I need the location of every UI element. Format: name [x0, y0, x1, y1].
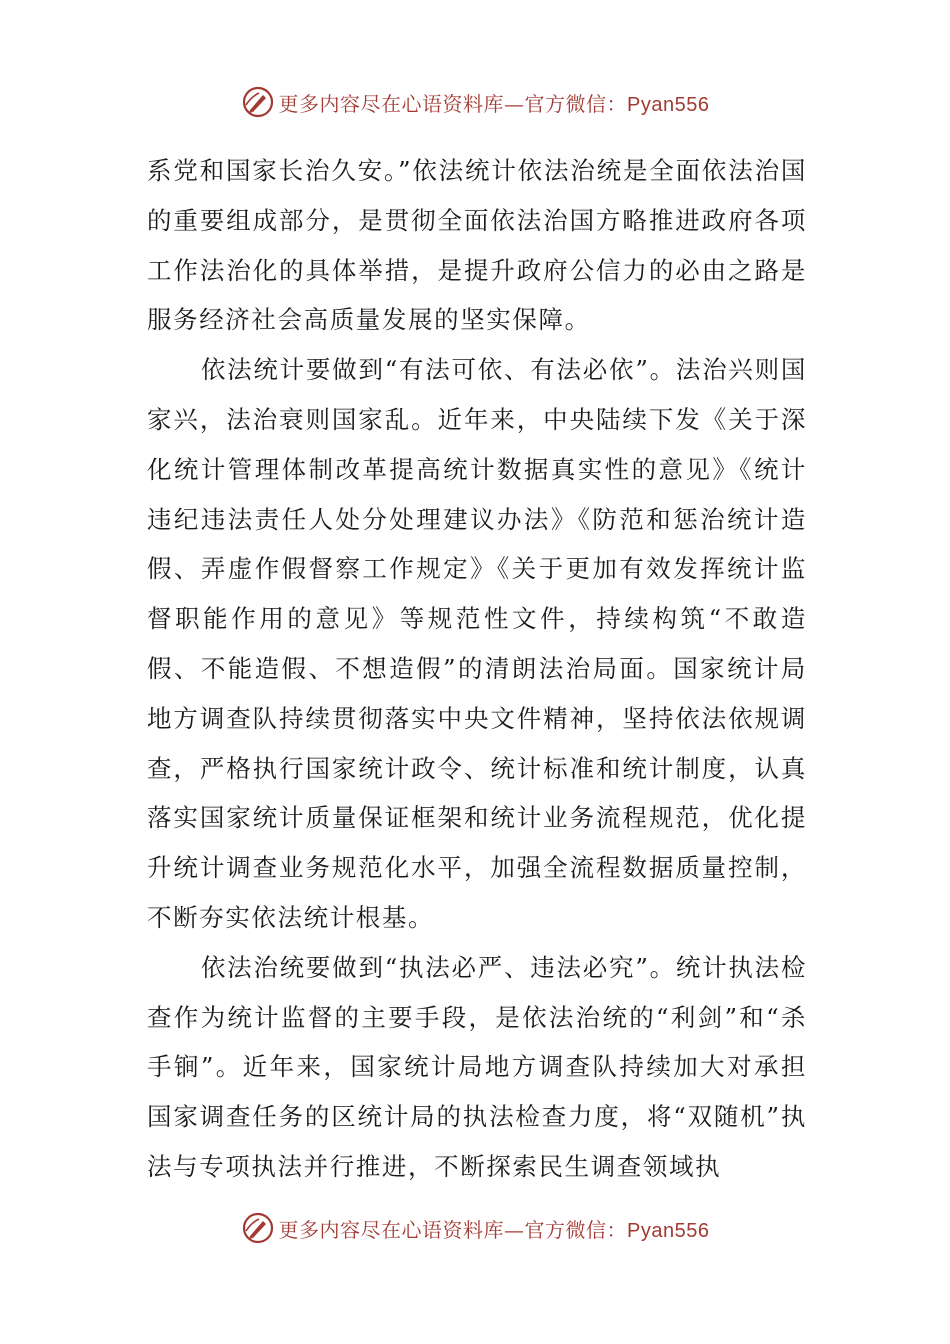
paragraph-1: 系党和国家长治久安。”依法统计依法治统是全面依法治国的重要组成部分，是贯彻全面依法治国方略推进政府各项工作法治化的具体举措，是提升政府公信力的必由之路是服务经济社会高质量发展的坚实保障。	[147, 156, 807, 335]
banner-text	[279, 1214, 710, 1243]
footer-banner	[0, 1208, 950, 1248]
banner-contact-text: 官方微信：Pyan556	[524, 93, 710, 116]
paragraph-2: 依法统计要做到“有法可依、有法必依”。法治兴则国家兴，法治衰则国家乱。近年来，中央陆续下发《关于深化统计管理体制改革提高统计数据真实性的意见》《统计违纪违法责任人处分处理建议办法》《防范和惩治统计造假、弄虚作假督察工作规定》《关于更加有效发挥统计监督职能作用的意见》等规范性文件，持续构筑“不敢造假、不能造假、不想造假”的清朗法治局面。国家统计局地方调查队持续贯彻落实中央文件精神，坚持依法依规调查，严格执行国家统计政令、统计标准和统计制度，认真落实国家统计质量保证框架和统计业务流程规范，优化提升统计调查业务规范化水平，加强全流程数据质量控制，不断夯实依法统计根基。	[147, 355, 807, 932]
pen-logo-icon	[241, 1211, 275, 1245]
document-body	[147, 146, 807, 1192]
pen-logo-icon	[241, 85, 275, 119]
banner-site-text: 更多内容尽在心语资料库—	[278, 1217, 525, 1242]
banner-contact-text: 官方微信：Pyan556	[524, 1219, 710, 1242]
paragraph-3: 依法治统要做到“执法必严、违法必究”。统计执法检查作为统计监督的主要手段，是依法治统的“利剑”和“杀手锏”。近年来，国家统计局地方调查队持续加大对承担国家调查任务的区统计局的执法检查力度，将“双随机”执法与专项执法并行推进，不断探索民生调查领域执	[147, 952, 807, 1181]
header-banner	[0, 82, 950, 122]
banner-text	[279, 88, 710, 117]
banner-site-text: 更多内容尽在心语资料库—	[278, 91, 525, 116]
